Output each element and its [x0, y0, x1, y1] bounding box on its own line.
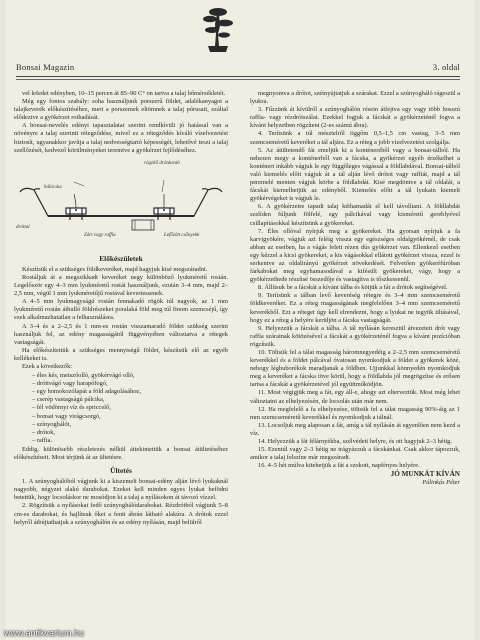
- figure-label: hálócska: [44, 184, 62, 190]
- list-item: – éles kés, metszőolló, gyökérvágó olló,: [32, 372, 228, 380]
- magazine-name: Bonsai Magazin: [16, 62, 75, 72]
- list-item: – bonsai vagy virágcsorgó,: [32, 413, 228, 421]
- page-header: [16, 62, 460, 76]
- right-column: [250, 90, 460, 630]
- paragraph: Eddig, különösebb részletezés nélkül áttekintettük a bonsai átültetéséhez előkészítéseit. Most térjünk át az ültetésre.: [14, 445, 228, 461]
- figure-label: Lefőzött csőnyekk: [164, 232, 200, 238]
- list-item: – cserép vastagságú pálcika,: [32, 396, 228, 404]
- header-rule: [16, 76, 460, 77]
- paragraph: Ezek a következők:: [22, 362, 73, 370]
- figure-label: Zárt vagy raffia: [84, 232, 116, 238]
- paragraph: 11. Most végigjük meg a fát, egy áll-e, ahogy azt elterveztük. Most még lehet változtatni az elhelyezésén, de locsolás után már nem.: [250, 389, 460, 405]
- list-item: – egy homokozólapát a föld adagolásához,: [32, 388, 228, 396]
- section-heading: Ültetés: [110, 466, 132, 476]
- paragraph: Készítsük el a szükséges földkeveréket, majd hagyjuk kisé megszáradni.: [22, 265, 208, 273]
- bonsai-tree-icon: [202, 4, 234, 64]
- paragraph: 14. Helyezzük a fát félárnyékba, szélvédett helyre, és ott hagyjuk 2–3 hétig.: [258, 438, 452, 446]
- paragraph: 5. Az átültetendő fát emeljük ki a konténeréből vagy a bonsai-tálból. Ha nehezen megy a konténerből van a fácska, a gyökérzet egyéb érzékelhet a konténert inkább vágjuk le egy függőleges vágással a földlabdával. Bonsai-tálból való kiemelés előtt vágjuk át a tál alján lévő drótot vagy raffiát, majd a tál peremelé menten vágjuk körbe a földlabdát. Kisé megdöntve a tál oldalát, a fácskát kiemelhetjük az edényből. Kiemelés előtt a tál lyukain kiemelt gyökérvégeket is vágjuk le.: [250, 146, 460, 203]
- paragraph: 9. Helyezzük a fácskát a tálba. A tál nyílásán keresztül átvezetett drót vagy raffia szárainak kötözésével a fácskát a gyökérzeténél fogva a kívánt pozícióban rögzítsük.: [250, 324, 460, 348]
- paragraph: Még egy fontos szabály: soha használjunk porszerű földet, adalékanyagot a talajkeverék előkészítéséhez, mert a porszemek eltömnek a talaj pórusait, ezáltal elődeztve a gyökérzet rothadását.: [14, 98, 228, 122]
- tool-list: [14, 372, 228, 445]
- magazine-page: [6, 0, 474, 640]
- paragraph: 9. Terítsünk a tálban levő keveréség rétegre és 3–4 mm szemcseméretű földkeveréket. Ez a réteg magasságának megfelelően 3–4 mm szemcseméretű keverékből. Ezt a réteget úgy kell elrendezni, hogy a lyukat ne tegyük tiltásával, hogy ez a réteg a helyére kerüljön a fácska vastagságát.: [250, 292, 460, 324]
- paragraph: 3. Fűzzünk át kívülről a szúnyoghálón résein átfejtva egy vagy több hosszú raffia- vagy rézdrótszálat. Ezekkel fogjuk a fácskát a gyökérzeténél fogva a kívánt helyzetben rögzíteni (2-es számú ábra).: [250, 106, 460, 130]
- list-item: – drótok,: [32, 429, 228, 437]
- list-item: – dróttvágó vagy harapófogó,: [32, 380, 228, 388]
- author-name: Pálinkás Péter: [422, 478, 460, 486]
- page-number: 3. oldal: [432, 62, 460, 72]
- paragraph: 6. A gyökérzetre tapadt talaj kéthamadát el kell távolítani. A földlabdát szelíden fúljunk fölfelé, egy pálcikával vagy kisméretű gereblyével csillapításokkal készítsünk a gyökereket.: [250, 203, 460, 227]
- left-column: [14, 90, 228, 630]
- paragraph: 2. Rögzítsük a nyílásokat fedő szúnyoghálódarabokat. Rézdrótból vágjunk 5–8 cm-es darabokat, és hajlítsuk őket a fenti ábrán látható alakúra. A drótok ezzel helyről átbújtathatjuk a szúnyoghálón és az edény nyílásán, majd belülről: [14, 502, 228, 526]
- paragraph: vel lefedet edényben, 10–15 percen át 85–90 C° on tartva a talaj hőmérsékletét.: [22, 90, 226, 97]
- header-rule-thin: [16, 79, 460, 80]
- paragraph: 8. Állítsuk be a fácskát a kívánt tálba és kötjük a fát a drótok segítségével.: [258, 284, 448, 292]
- paragraph: 7. Éles ollóval nyírjuk meg a gyökereket. Ha gyorsan nyírjuk a fa karvigyökére, vágjuk azt feléig vissza egy egészséges oldalgyökérnél, de csak abban az esetben, ha a vágás felett rézen dús gyökérzet van. Ellenkező esetben egy kézzel a kicsi gyökereket, a kis vágásokkal ellátott gyökérzet vissza, ezzel is serkentve az oldalirányú gyökérzet növekedését. Felvetően gyökeréfúróban fárkabokat meg egyhamasodával a kifésült gyökereket, vágy, hogy a gyökérzethede részítsé összedője és vastagítva is tőszkessenül.: [250, 227, 460, 284]
- paragraph: 1. A szúnyoghálóból vágjunk ki a kiszemelt bonsai-edény alján lévő lyukaknál nagyobb, négyzet alakú darabokat. Ezeket kell minden egyes lyukat befödni betettük, hogy locsoláskor ne mosódjon ki a talaj a nyílásokon át távozó vízzel.: [14, 478, 228, 502]
- figure-label: rögzítő drótdarab: [144, 160, 180, 166]
- paragraph: 15. Ezentúl vagy 2–3 hétig ne trágyázzuk a fácskánkat. Csak akkor tápozzuk, amikor a talaj felszíne már megszáradt.: [250, 446, 460, 462]
- pot-diagram: [14, 158, 228, 250]
- paragraph: Rostáljuk át a megszikkadt keveréket negy különböző lyukméretű rostán. Legelőször egy 4–3 mm lyukméretű rostát használjunk, ezután 3–4 mm, majd 2–2,5 mm, végül 1 mm lyukméretűjű rostával kevertessenek.: [14, 273, 228, 298]
- watermark: www.antikvarium.hu: [4, 628, 85, 638]
- paragraph: 10. Töltsük fel a tálat magasság háromnegyedéig a 2–2,5 mm szemcseméretű keverékkel és a földet pálcával óvatosan nyomkodjuk a földet a gyökerek közé, nehogy légbuborékok maradjanak a földben. Ujjunkkal könnyedén nyomkodjuk meg a keveréket a fácska töve körül, hogy a földlabda jól megrögzítse és erősen tartsa a fácskát a gyökérzetével jól együttműködjön.: [250, 349, 460, 389]
- figure-label: dróttal: [16, 224, 30, 230]
- paragraph: 12. Ha megfelelő a fa elhelyezése, töltsük fel a tálat magasság 90%-áig az 1 mm szemcseméretű keverékkel és nyomkodjuk a tálnál.: [250, 405, 460, 421]
- paragraph: megnyomva a drótot, szétnyújtatjuk a szárakat. Ezzel a szúnyogháló rágeszül a lyukra.: [250, 90, 460, 106]
- paragraph: 16. 4–5 hét múlva kitehetjük a fát a szokott, napfényes helyére.: [258, 462, 420, 470]
- paragraph: A 4–5 mm lyukmagyságú rostán fennakadó rögök túl nagyok, az 1 mm lyukméretű rostán áthulló földrészeket poralaká föld meg túl finom szemcséjű, így ezek alkalmazhatatlan a felhasználásra.: [14, 298, 228, 322]
- paragraph: Ha előkészítettük a szükséges mennyiségű földet, készítsük elő az egyéb kellékeket is.: [14, 346, 228, 362]
- list-item: – fél vödörnyi víz és spriccelő,: [32, 404, 228, 412]
- list-item: – raffia.: [32, 437, 228, 445]
- paragraph: A 3–4 és a 2–2,5 és 1 mm-es rostán visszamaradó földet szükség szerint használjuk fel, az edény magasságától függvényében változtatva a rétegek vastagságát.: [14, 322, 228, 346]
- closing-wish: JÓ MUNKÁT KÍVÁN: [390, 470, 460, 479]
- section-heading: Előkészületek: [99, 253, 143, 263]
- paragraph: 4. Terítsünk a túl mésztelről tiggőm 0,5–1,5 cm vastag, 3–5 mm szemcseméretű keveréket a tál aljára. Ez a réteg a jobb vízelvezetést szolgálja.: [250, 130, 460, 146]
- paragraph: A bonsai-nevelés edényi tapasztalatai szerint rendkívüli jó hatással van a növényre a talaj szerinti rétegződése, mivel ez a rétegződés kíváló vízelvezetést biztosít, ugyanakkor javítja a talaj nedvességtartó képességét, lehetővé teszi a talaj szellőzését, kedvező körülményeket teremtve a gyökérzet fejlődéséhez.: [14, 122, 228, 154]
- list-item: – színyoghálót,: [32, 421, 228, 429]
- paragraph: 13. Locsoljuk meg alaposan a fát, amíg a tál nyílásán át egyenlően nem kezd a víz.: [250, 421, 460, 437]
